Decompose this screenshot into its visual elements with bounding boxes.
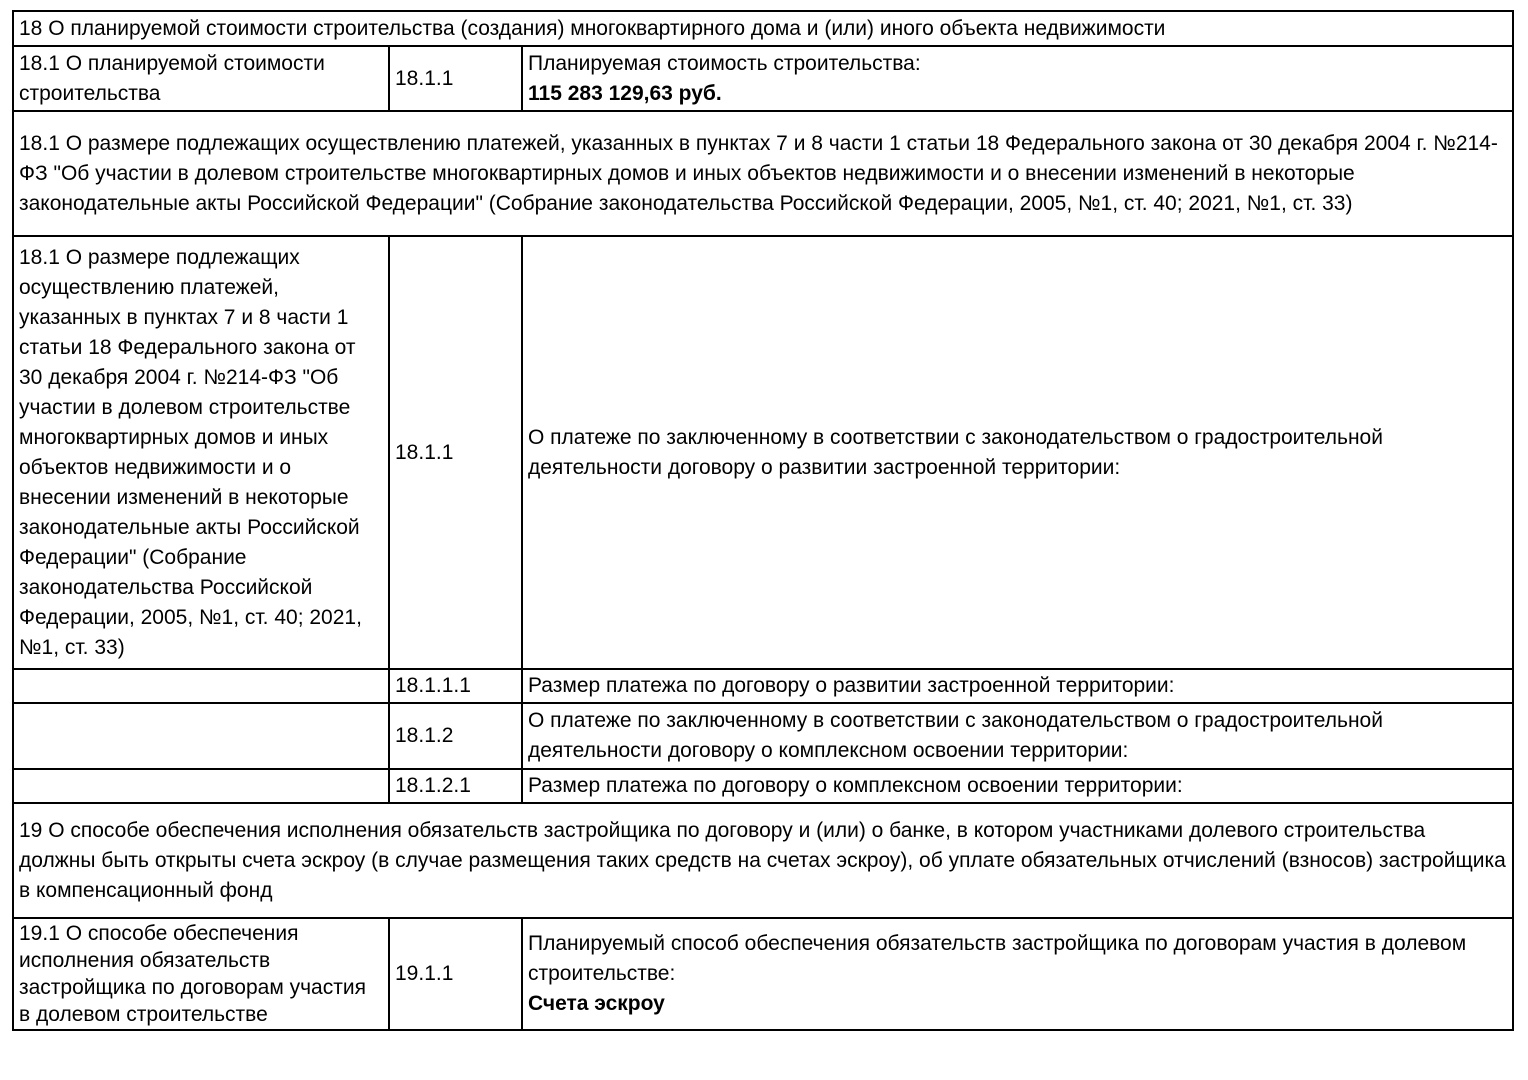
field-value: 115 283 129,63 руб.	[528, 81, 722, 105]
section-18-header-row	[13, 11, 1513, 46]
row-19-1	[13, 918, 1513, 1030]
field-text: Размер платежа по договору о комплексном освоении территории:	[528, 774, 1183, 797]
row-18-1-1-content	[522, 236, 1513, 669]
row-18-1-1-code: 18.1.1	[389, 236, 522, 669]
row-18-1-2-label	[13, 703, 389, 769]
row-18-1-cost	[13, 46, 1513, 111]
field-value: Счета эскроу	[528, 992, 665, 1015]
row-18-1-1-1-label	[13, 669, 389, 703]
row-18-1-1	[13, 236, 1513, 669]
row-18-1-2-1-code: 18.1.2.1	[389, 769, 522, 803]
row-18-1-cost-label: 18.1 О планируемой стоимости строительства	[13, 46, 389, 111]
row-18-1-2-1-content	[522, 769, 1513, 803]
row-19-1-label: 19.1 О способе обеспечения исполнения обязательств застройщика по договорам участия в долевом строительстве	[13, 918, 389, 1030]
field-text: Размер платежа по договору о развитии застроенной территории:	[528, 674, 1175, 697]
section-18-header: 18 О планируемой стоимости строительства (создания) многоквартирного дома и (или) иного объекта недвижимости	[13, 11, 1513, 46]
field-text: Планируемая стоимость строительства:	[528, 51, 921, 75]
field-text: Планируемый способ обеспечения обязательств застройщика по договорам участия в долевом строительстве:	[528, 932, 1467, 985]
row-18-1-1-1	[13, 669, 1513, 703]
row-18-1-cost-code: 18.1.1	[389, 46, 522, 111]
row-18-1-2	[13, 703, 1513, 769]
row-18-1-1-1-content	[522, 669, 1513, 703]
field-text: О платеже по заключенному в соответствии с законодательством о градостроительной деятельности договору о развитии застроенной территории:	[528, 425, 1383, 479]
row-18-1-2-content	[522, 703, 1513, 769]
row-18-1-2-1-label	[13, 769, 389, 803]
row-18-1-1-1-code: 18.1.1.1	[389, 669, 522, 703]
section-18-1-header: 18.1 О размере подлежащих осуществлению платежей, указанных в пунктах 7 и 8 части 1 статьи 18 Федерального закона от 30 декабря 2004 г. №214-ФЗ "Об участии в долевом строительстве многоквартирных домов и иных объектов недвижимости и о внесении изменений в некоторые законодательные акты Российской Федерации" (Собрание законодательства Российской Федерации, 2005, №1, ст. 40; 2021, №1, ст. 33)	[13, 111, 1513, 236]
row-18-1-1-label: 18.1 О размере подлежащих осуществлению платежей, указанных в пунктах 7 и 8 части 1 статьи 18 Федерального закона от 30 декабря 2004 г. №214-ФЗ "Об участии в долевом строительстве многоквартирных домов и иных объектов недвижимости и о внесении изменений в некоторые законодательные акты Российской Федерации" (Собрание законодательства Российской Федерации, 2005, №1, ст. 40; 2021, №1, ст. 33)	[13, 236, 389, 669]
section-19-header: 19 О способе обеспечения исполнения обязательств застройщика по договору и (или) о банке, в котором участниками долевого строительства должны быть открыты счета эскроу (в случае размещения таких средств на счетах эскроу), об уплате обязательных отчислений (взносов) застройщика в компенсационный фонд	[13, 803, 1513, 918]
row-18-1-2-1	[13, 769, 1513, 803]
row-18-1-cost-content	[522, 46, 1513, 111]
project-declaration-table	[12, 10, 1514, 1031]
row-19-1-code: 19.1.1	[389, 918, 522, 1030]
section-19-header-row	[13, 803, 1513, 918]
field-text: О платеже по заключенному в соответствии с законодательством о градостроительной деятельности договору о комплексном освоении территории:	[528, 709, 1383, 762]
section-18-1-header-row	[13, 111, 1513, 236]
row-18-1-2-code: 18.1.2	[389, 703, 522, 769]
row-19-1-content	[522, 918, 1513, 1030]
